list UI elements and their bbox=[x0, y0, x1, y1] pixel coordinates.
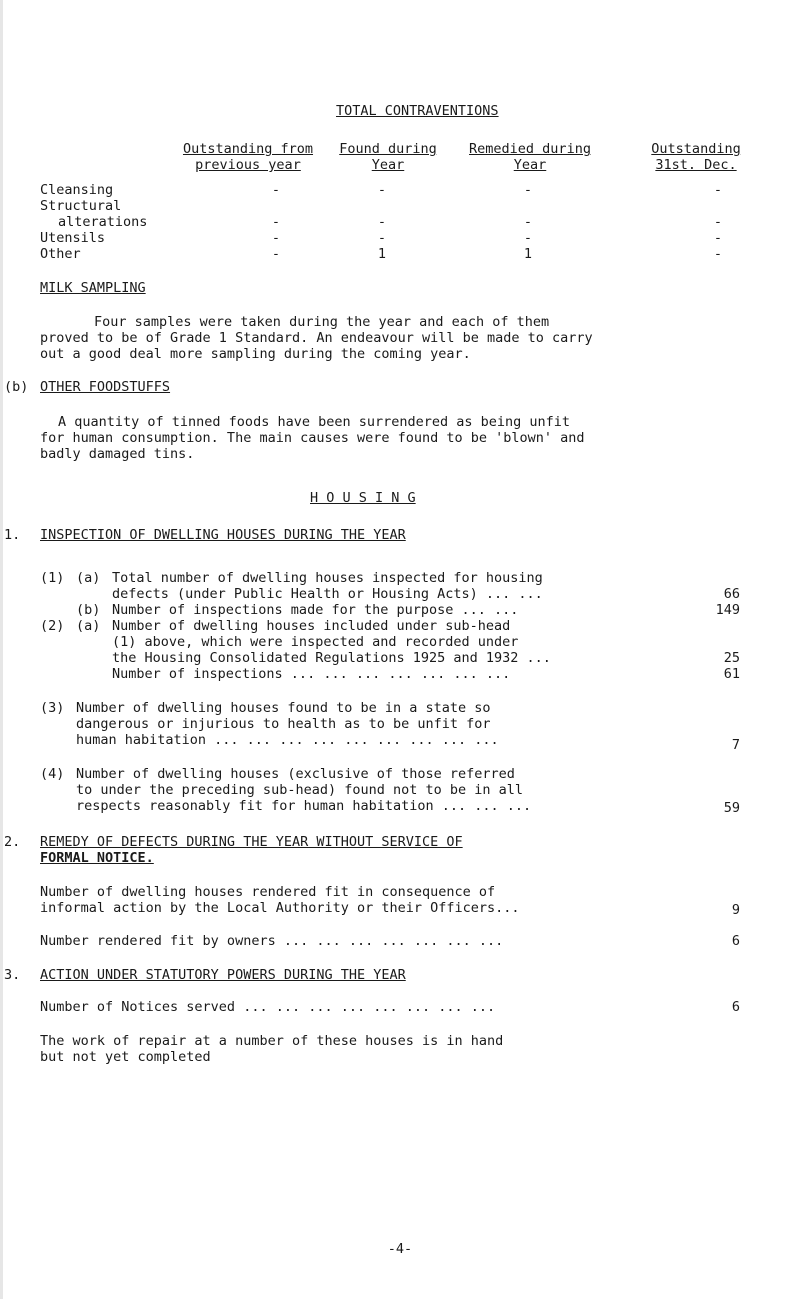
item-marker: (4) bbox=[40, 766, 65, 782]
col-header-remedied: Remedied during Year bbox=[469, 141, 591, 173]
section-1-number: 1. bbox=[4, 527, 21, 543]
section-2-heading-2: FORMAL NOTICE. bbox=[40, 850, 154, 866]
item-text: Number of dwelling houses rendered fit in consequence of bbox=[40, 884, 496, 900]
item-value: 6 bbox=[731, 999, 740, 1015]
cell: - bbox=[271, 182, 281, 198]
cell: - bbox=[271, 214, 281, 230]
item-value: 59 bbox=[723, 800, 740, 816]
other-foods-line: badly damaged tins. bbox=[40, 446, 195, 462]
other-foods-line: A quantity of tinned foods have been surrendered as being unfit bbox=[58, 414, 571, 430]
item-text: respects reasonably fit for human habitation ... ... ... bbox=[76, 798, 532, 814]
housing-title: H O U S I N G bbox=[310, 490, 416, 506]
item-text: Number rendered fit by owners ... ... ... ... ... ... ... bbox=[40, 933, 504, 949]
other-foods-marker: (b) bbox=[4, 379, 29, 395]
cell: 1 bbox=[377, 246, 387, 262]
milk-line: out a good deal more sampling during the coming year. bbox=[40, 346, 471, 362]
cell: - bbox=[271, 230, 281, 246]
cell: 1 bbox=[523, 246, 533, 262]
cell: - bbox=[713, 230, 723, 246]
item-marker: (a) bbox=[76, 618, 101, 634]
item-text: human habitation ... ... ... ... ... ... ... ... ... bbox=[76, 732, 499, 748]
item-value: 149 bbox=[715, 602, 740, 618]
item-text: Total number of dwelling houses inspected for housing bbox=[112, 570, 543, 586]
section-2-heading: REMEDY OF DEFECTS DURING THE YEAR WITHOUT SERVICE OF bbox=[40, 834, 463, 850]
item-text: Number of inspections ... ... ... ... ... ... ... bbox=[112, 666, 511, 682]
item-text: Number of dwelling houses found to be in a state so bbox=[76, 700, 491, 716]
note-line: The work of repair at a number of these houses is in hand bbox=[40, 1033, 504, 1049]
page-edge bbox=[0, 0, 3, 1299]
note-line: but not yet completed bbox=[40, 1049, 211, 1065]
item-text: Number of Notices served ... ... ... ... ... ... ... ... bbox=[40, 999, 496, 1015]
section-3-heading: ACTION UNDER STATUTORY POWERS DURING THE YEAR bbox=[40, 967, 406, 983]
item-text: informal action by the Local Authority or their Officers... bbox=[40, 900, 520, 916]
item-text: the Housing Consolidated Regulations 1925 and 1932 ... bbox=[112, 650, 551, 666]
col-header-outstanding-dec: Outstanding 31st. Dec. bbox=[651, 141, 741, 173]
cell: - bbox=[713, 182, 723, 198]
section-1-heading: INSPECTION OF DWELLING HOUSES DURING THE YEAR bbox=[40, 527, 406, 543]
cell: - bbox=[377, 214, 387, 230]
row-label-structural-2: alterations bbox=[58, 214, 148, 230]
page-number: -4- bbox=[387, 1241, 413, 1257]
item-text: defects (under Public Health or Housing Acts) ... ... bbox=[112, 586, 543, 602]
row-label-other: Other bbox=[40, 246, 81, 262]
col-header-found: Found during Year bbox=[339, 141, 437, 173]
item-value: 61 bbox=[723, 666, 740, 682]
cell: - bbox=[271, 246, 281, 262]
col-header-outstanding-prev: Outstanding from previous year bbox=[182, 141, 314, 173]
item-text: Number of inspections made for the purpose ... ... bbox=[112, 602, 519, 618]
item-text: (1) above, which were inspected and recorded under bbox=[112, 634, 519, 650]
item-text: dangerous or injurious to health as to be unfit for bbox=[76, 716, 491, 732]
cell: - bbox=[523, 214, 533, 230]
row-label-cleansing: Cleansing bbox=[40, 182, 114, 198]
item-value: 66 bbox=[723, 586, 740, 602]
row-label-structural: Structural bbox=[40, 198, 122, 214]
cell: - bbox=[523, 230, 533, 246]
item-text: Number of dwelling houses included under sub-head bbox=[112, 618, 511, 634]
cell: - bbox=[523, 182, 533, 198]
item-marker: (2) bbox=[40, 618, 65, 634]
item-text: Number of dwelling houses (exclusive of those referred bbox=[76, 766, 515, 782]
item-value: 7 bbox=[731, 737, 740, 753]
milk-line: Four samples were taken during the year and each of them bbox=[94, 314, 550, 330]
item-value: 25 bbox=[723, 650, 740, 666]
item-marker: (1) bbox=[40, 570, 65, 586]
item-marker: (3) bbox=[40, 700, 65, 716]
cell: - bbox=[713, 246, 723, 262]
contraventions-title: TOTAL CONTRAVENTIONS bbox=[336, 103, 499, 119]
section-3-number: 3. bbox=[4, 967, 21, 983]
item-text: to under the preceding sub-head) found not to be in all bbox=[76, 782, 524, 798]
item-marker: (a) bbox=[76, 570, 101, 586]
section-2-number: 2. bbox=[4, 834, 21, 850]
other-foods-heading: OTHER FOODSTUFFS bbox=[40, 379, 171, 395]
item-marker: (b) bbox=[76, 602, 101, 618]
other-foods-line: for human consumption. The main causes were found to be 'blown' and bbox=[40, 430, 585, 446]
cell: - bbox=[377, 230, 387, 246]
milk-heading: MILK SAMPLING bbox=[40, 280, 146, 296]
cell: - bbox=[713, 214, 723, 230]
item-value: 9 bbox=[731, 902, 740, 918]
cell: - bbox=[377, 182, 387, 198]
item-value: 6 bbox=[731, 933, 740, 949]
row-label-utensils: Utensils bbox=[40, 230, 106, 246]
milk-line: proved to be of Grade 1 Standard. An endeavour will be made to carry bbox=[40, 330, 593, 346]
